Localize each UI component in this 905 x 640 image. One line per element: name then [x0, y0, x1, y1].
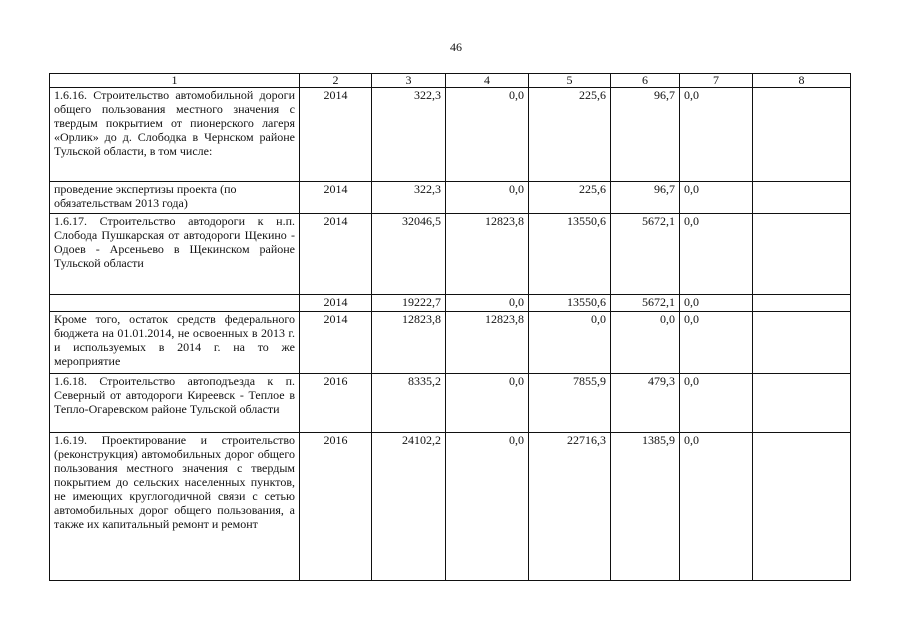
- header-col-6: 6: [611, 74, 680, 88]
- row-col-8: [753, 88, 851, 182]
- row-col-5: 0,0: [529, 312, 611, 374]
- row-total: 322,3: [372, 182, 446, 214]
- table-row: [50, 214, 851, 295]
- row-col-7: 0,0: [680, 312, 753, 374]
- row-col-4: 0,0: [446, 433, 529, 581]
- row-col-5: 13550,6: [529, 214, 611, 295]
- page-number: 46: [450, 40, 462, 54]
- row-year: 2016: [300, 374, 372, 433]
- row-year: 2014: [300, 295, 372, 312]
- row-col-8: [753, 295, 851, 312]
- row-name: 1.6.18. Строительство автоподъезда к п. Северный от автодороги Киреевск - Теплое в Тепло-Огаревском районе Тульской области: [50, 374, 300, 433]
- row-col-6: 5672,1: [611, 214, 680, 295]
- row-col-7: 0,0: [680, 88, 753, 182]
- header-col-5: 5: [529, 74, 611, 88]
- table-row: [50, 295, 851, 312]
- row-col-8: [753, 214, 851, 295]
- row-name: [50, 295, 300, 312]
- row-col-7: 0,0: [680, 433, 753, 581]
- row-year: 2014: [300, 182, 372, 214]
- row-col-4: 12823,8: [446, 312, 529, 374]
- row-name: проведение экспертизы проекта (по обязательствам 2013 года): [50, 182, 300, 214]
- row-col-5: 225,6: [529, 182, 611, 214]
- row-year: 2016: [300, 433, 372, 581]
- row-col-6: 479,3: [611, 374, 680, 433]
- row-col-4: 12823,8: [446, 214, 529, 295]
- budget-table: [49, 73, 851, 581]
- row-col-4: 0,0: [446, 374, 529, 433]
- row-col-4: 0,0: [446, 182, 529, 214]
- row-col-6: 5672,1: [611, 295, 680, 312]
- row-col-6: 0,0: [611, 312, 680, 374]
- row-col-6: 96,7: [611, 88, 680, 182]
- row-col-8: [753, 312, 851, 374]
- row-col-7: 0,0: [680, 214, 753, 295]
- row-total: 322,3: [372, 88, 446, 182]
- table-row: [50, 433, 851, 581]
- row-col-4: 0,0: [446, 295, 529, 312]
- row-col-5: 7855,9: [529, 374, 611, 433]
- table-row: [50, 88, 851, 182]
- row-total: 32046,5: [372, 214, 446, 295]
- row-col-8: [753, 374, 851, 433]
- row-col-5: 13550,6: [529, 295, 611, 312]
- header-row: [50, 74, 851, 88]
- row-col-7: 0,0: [680, 182, 753, 214]
- header-col-2: 2: [300, 74, 372, 88]
- row-name: Кроме того, остаток средств федерального бюджета на 01.01.2014, не освоенных в 2013 г. и используемых в 2014 г. на то же мероприятие: [50, 312, 300, 374]
- table-row: [50, 312, 851, 374]
- row-name: 1.6.19. Проектирование и строительство (реконструкция) автомобильных дорог общего пользования местного значения с твердым покрытием до сельских населенных пунктов, не имеющих круглогодичной связи с сетью автомобильных дорог общего пользования, а также их капитальный ремонт и ремонт: [50, 433, 300, 581]
- table-row: [50, 182, 851, 214]
- row-col-7: 0,0: [680, 374, 753, 433]
- row-total: 19222,7: [372, 295, 446, 312]
- row-year: 2014: [300, 312, 372, 374]
- row-year: 2014: [300, 88, 372, 182]
- row-name: 1.6.16. Строительство автомобильной дороги общего пользования местного значения с твердым покрытием от пионерского лагеря «Орлик» до д. Слободка в Чернском районе Тульской области, в том числе:: [50, 88, 300, 182]
- row-col-6: 96,7: [611, 182, 680, 214]
- row-total: 24102,2: [372, 433, 446, 581]
- header-col-3: 3: [372, 74, 446, 88]
- row-col-7: 0,0: [680, 295, 753, 312]
- header-col-4: 4: [446, 74, 529, 88]
- row-col-8: [753, 182, 851, 214]
- row-total: 12823,8: [372, 312, 446, 374]
- header-col-1: 1: [50, 74, 300, 88]
- row-col-5: 225,6: [529, 88, 611, 182]
- row-col-8: [753, 433, 851, 581]
- header-col-8: 8: [753, 74, 851, 88]
- row-total: 8335,2: [372, 374, 446, 433]
- header-col-7: 7: [680, 74, 753, 88]
- row-col-5: 22716,3: [529, 433, 611, 581]
- row-name: 1.6.17. Строительство автодороги к н.п. Слобода Пушкарская от автодороги Щекино - Одоев - Арсеньево в Щекинском районе Тульской области: [50, 214, 300, 295]
- table-row: [50, 374, 851, 433]
- row-col-6: 1385,9: [611, 433, 680, 581]
- row-year: 2014: [300, 214, 372, 295]
- row-col-4: 0,0: [446, 88, 529, 182]
